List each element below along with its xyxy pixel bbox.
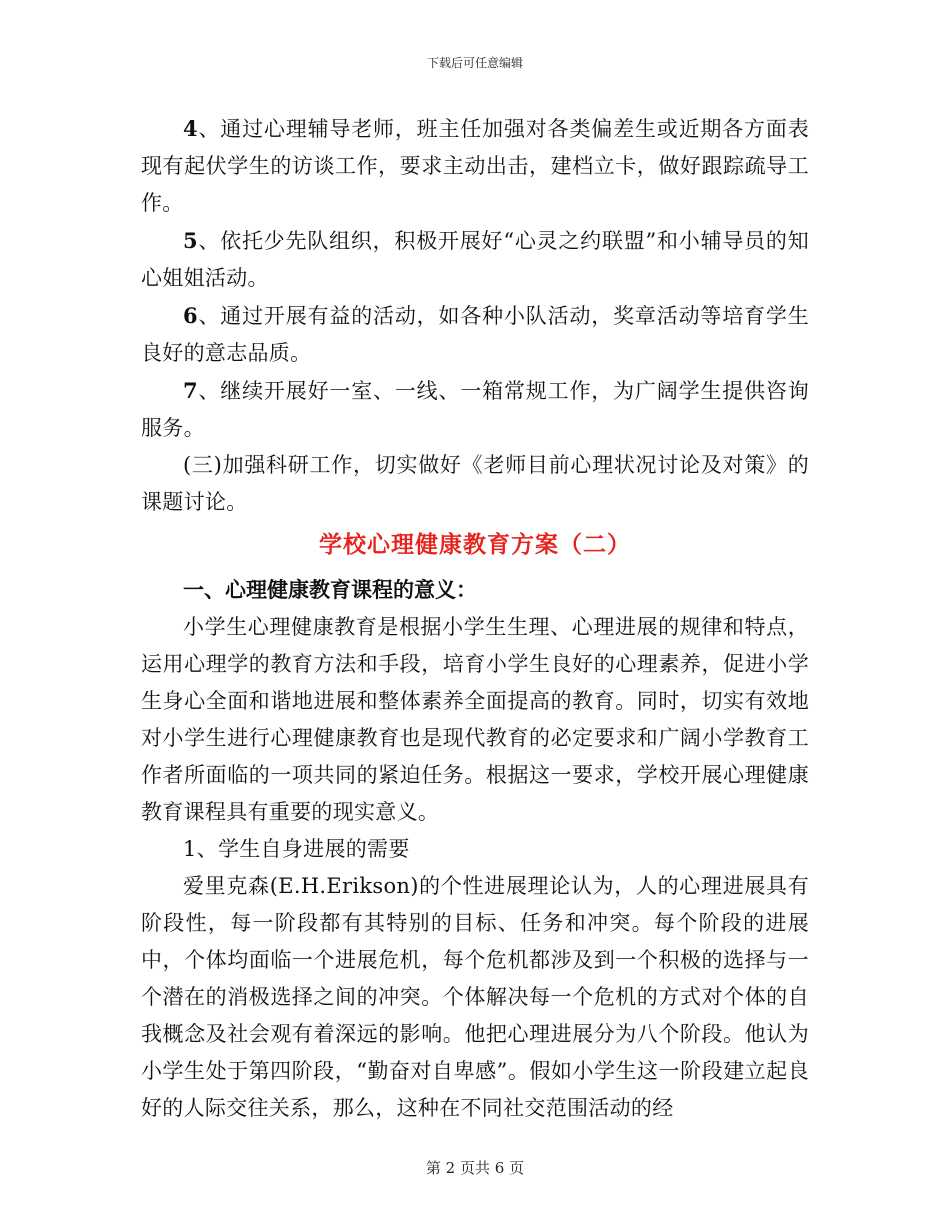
section-title: 学校心理健康教育方案（二） (319, 531, 631, 558)
body-paragraph: 小学生心理健康教育是根据小学生生理、心理进展的规律和特点，运用心理学的教育方法和手段，培育小学生良好的心理素养，促进小学生身心全面和谐地进展和整体素养全面提高的教育。同时，切实有效地对小学生进行心理健康教育也是现代教育的必定要求和广阔小学教育工作者所面临的一项共同的紧迫任务。根据这一要求，学校开展心理健康教育课程具有重要的现实意义。 (141, 615, 809, 824)
item-text: 、继续开展好一室、一线、一箱常规工作，为广阔学生提供咨询服务。 (141, 379, 809, 440)
item-number: 4 (183, 116, 198, 141)
subheading: 1、学生自身进展的需要 (183, 837, 410, 861)
item-number: 7 (183, 378, 198, 403)
page-header: 下载后可任意编辑 (426, 56, 523, 70)
section-heading: 一、心理健康教育课程的意义： (183, 577, 477, 602)
page-footer: 第 2 页共 6 页 (425, 1159, 525, 1177)
part3-paragraph: (三)加强科研工作，切实做好《老师目前心理状况讨论及对策》的课题讨论。 (141, 453, 809, 514)
body-paragraph: 爱里克森(E.H.Erikson)的个性进展理论认为，人的心理进展具有阶段性，每一阶段都有其特别的目标、任务和冲突。每个阶段的进展中，个体均面临一个进展危机，每个危机都涉及到一个积极的选择与一个潜在的消极选择之间的冲突。个体解决每一个危机的方式对个体的自我概念及社会观有着深远的影响。他把心理进展分为八个阶段。他认为小学生处于第四阶段，“勤奋对自卑感”。假如小学生这一阶段建立起良好的人际交往关系，那么，这种在不同社交范围活动的经 (141, 874, 809, 1120)
item-number: 6 (183, 303, 198, 328)
list-item (141, 297, 809, 372)
list-item (141, 222, 809, 297)
item-text: 、通过心理辅导老师，班主任加强对各类偏差生或近期各方面表现有起伏学生的访谈工作，要求主动出击，建档立卡，做好跟踪疏导工作。 (141, 117, 809, 215)
list-item (141, 110, 809, 222)
item-text: 、通过开展有益的活动，如各种小队活动，奖章活动等培育学生良好的意志品质。 (141, 304, 809, 365)
item-text: 、依托少先队组织，积极开展好“心灵之约联盟”和小辅导员的知心姐姐活动。 (141, 229, 809, 290)
page-content (141, 110, 809, 1127)
item-number: 5 (183, 228, 198, 253)
list-item (141, 372, 809, 447)
